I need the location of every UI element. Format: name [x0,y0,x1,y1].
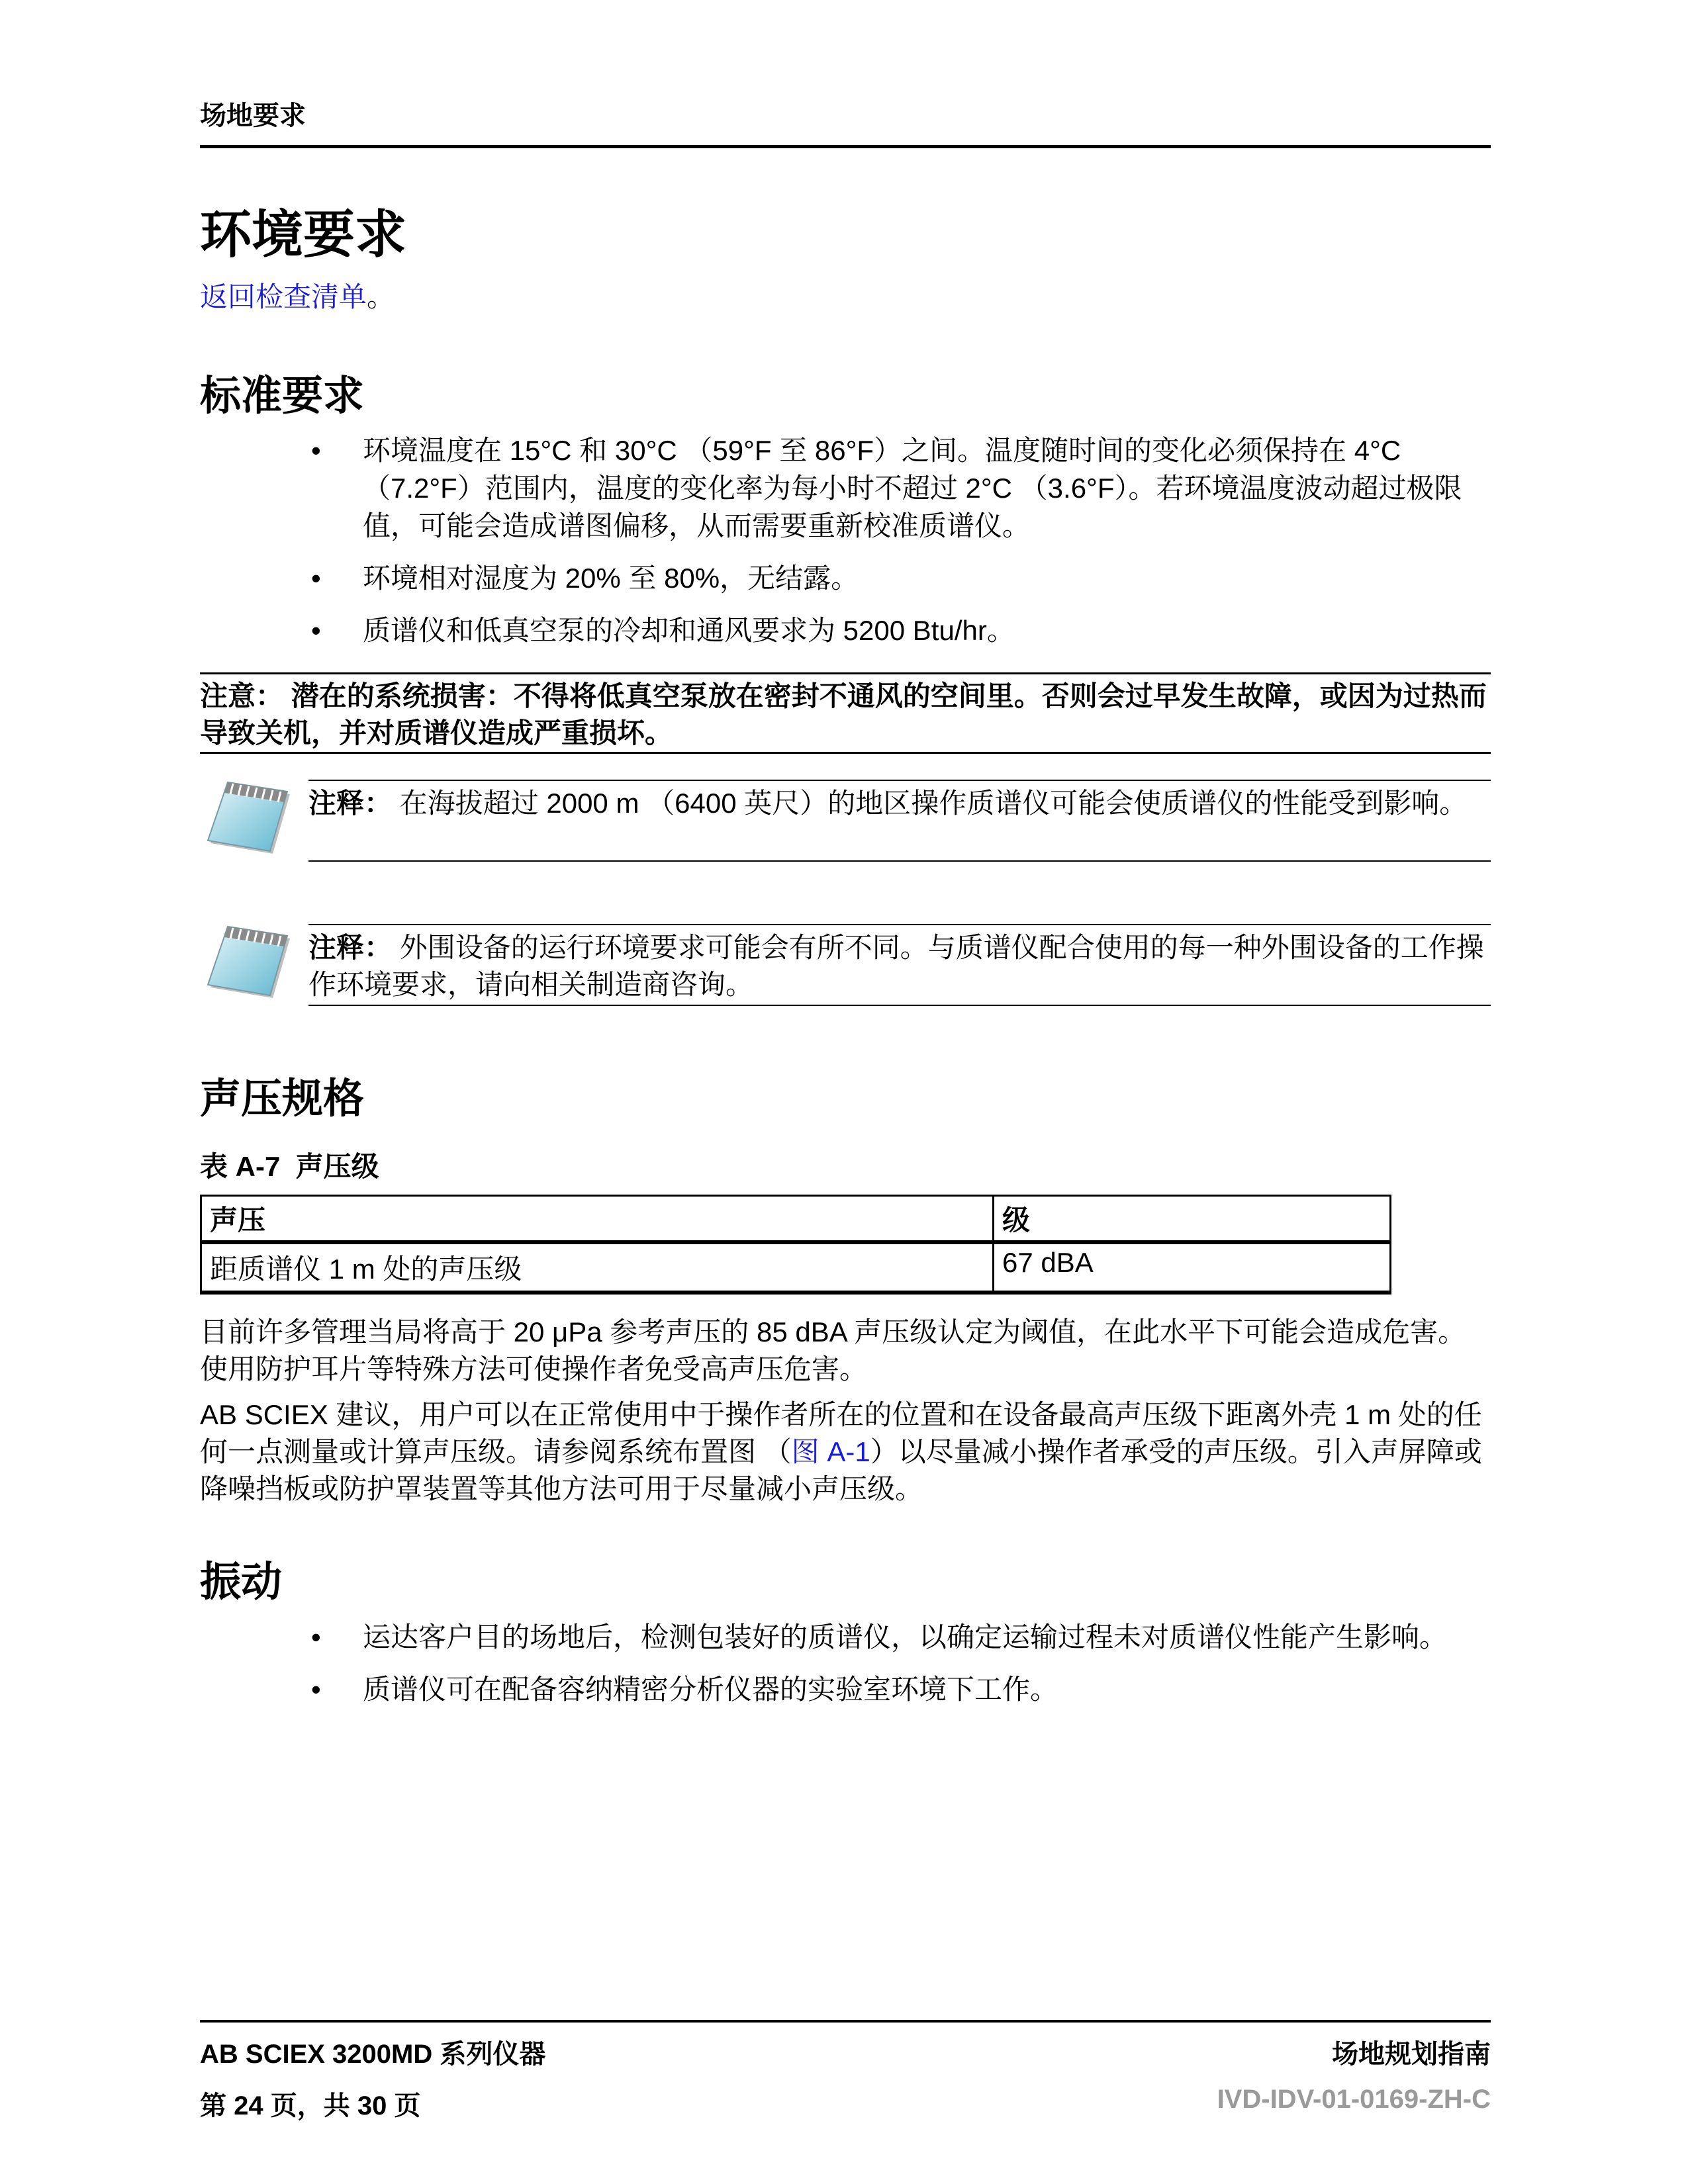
table-row [201,1242,1391,1293]
list-item [311,612,1503,649]
note-label: 注释： [308,788,393,819]
heading-sound-pressure: 声压规格 [200,1076,365,1122]
bullet-text: 环境温度在 15°C 和 30°C （59°F 至 86°F）之间。温度随时间的变化必须保持在 4°C （7.2°F）范围内，温度的变化率为每小时不超过 2°C （3.6°F）。若环境温度波动超过极限值，可能会造成谱图偏移，从而需要重新校准质谱仪。 [363,435,1462,541]
footer-page-number: 第 24 页，共 30 页 [200,2091,421,2120]
back-link-suffix: 。 [367,281,395,312]
back-to-checklist-link[interactable]: 返回检查清单 [200,281,367,312]
para-text: ）以尽量减小操作者承受的声压级。引入声屏障或降噪挡板或防护罩装置等其他方法可用于尽量减小声压级。 [200,1436,1482,1504]
bullet-icon: • [311,1674,321,1705]
note-text: 在海拔超过 2000 m （6400 英尺）的地区操作质谱仪可能会使质谱仪的性能受到影响。 [399,788,1468,819]
note2-top-rule [308,924,1491,925]
caution-bottom-rule [200,752,1491,754]
caution-top-rule [200,672,1491,674]
figure-a1-link[interactable]: 图 A-1 [791,1436,870,1467]
bullet-text: 质谱仪和低真空泵的冷却和通风要求为 5200 Btu/hr。 [363,615,1015,646]
notepad-icon [204,780,294,859]
footer-rule [200,2020,1491,2023]
caution-text: 潜在的系统损害：不得将低真空泵放在密封不通风的空间里。否则会过早发生故障，或因为过热而导致关机，并对质谱仪造成严重损坏。 [200,680,1487,749]
sound-pressure-table [200,1195,1391,1295]
bullet-text: 环境相对湿度为 20% 至 80%，无结露。 [363,563,859,594]
column-header: 声压 [201,1196,994,1243]
note2-bottom-rule [308,1005,1491,1006]
column-header: 级 [994,1196,1391,1243]
bullet-text: 质谱仪可在配备容纳精密分析仪器的实验室环境下工作。 [363,1674,1058,1705]
footer-product: AB SCIEX 3200MD 系列仪器 [200,2040,546,2069]
table-cell: 67 dBA [994,1242,1391,1293]
page-title: 环境要求 [200,205,407,263]
table-caption: 表 A-7 声压级 [200,1151,379,1182]
header-rule [200,145,1491,148]
note1-top-rule [308,780,1491,781]
sound-paragraph-1: 目前许多管理当局将高于 20 μPa 参考声压的 85 dBA 声压级认定为阈值，在此水平下可能会造成危害。使用防护耳片等特殊方法可使操作者免受高声压危害。 [200,1316,1466,1385]
bullet-text: 运达客户目的场地后，检测包装好的质谱仪，以确定运输过程未对质谱仪性能产生影响。 [363,1621,1448,1653]
list-item [311,559,1503,597]
note-1 [308,785,1491,822]
bullet-icon: • [311,435,321,466]
vibration-bullet-list [311,1618,1503,1723]
table-header-row [201,1196,1391,1243]
bullet-icon: • [311,563,321,594]
running-header: 场地要求 [200,101,306,130]
notepad-icon [204,924,294,1003]
list-item [311,1670,1503,1708]
heading-vibration: 振动 [200,1559,283,1605]
list-item [311,432,1503,545]
heading-standard-requirements: 标准要求 [200,373,365,419]
bullet-icon: • [311,615,321,646]
caution-label: 注意： [200,680,284,711]
para-text: AB SCIEX 建议，用户可以在正常使用中于操作者所在的位置和在设备最高声压级下距离外壳 1 m 处的任何一点测量或计算声压级。请参阅系统布置图 （ [200,1399,1482,1467]
note1-bottom-rule [308,860,1491,862]
note-2 [308,929,1491,1003]
standard-bullet-list [311,432,1503,664]
footer-doc-id: IVD-IDV-01-0169-ZH-C [1217,2085,1491,2114]
note-text: 外围设备的运行环境要求可能会有所不同。与质谱仪配合使用的每一种外围设备的工作操作环境要求，请向相关制造商咨询。 [308,932,1484,1000]
note-label: 注释： [308,932,393,963]
bullet-icon: • [311,1621,321,1653]
list-item [311,1618,1503,1656]
footer-guide-title: 场地规划指南 [1332,2040,1491,2069]
table-cell: 距质谱仪 1 m 处的声压级 [201,1242,994,1293]
sound-paragraph-2 [200,1396,1491,1508]
caution-block [200,678,1491,752]
back-link-line [200,278,395,316]
